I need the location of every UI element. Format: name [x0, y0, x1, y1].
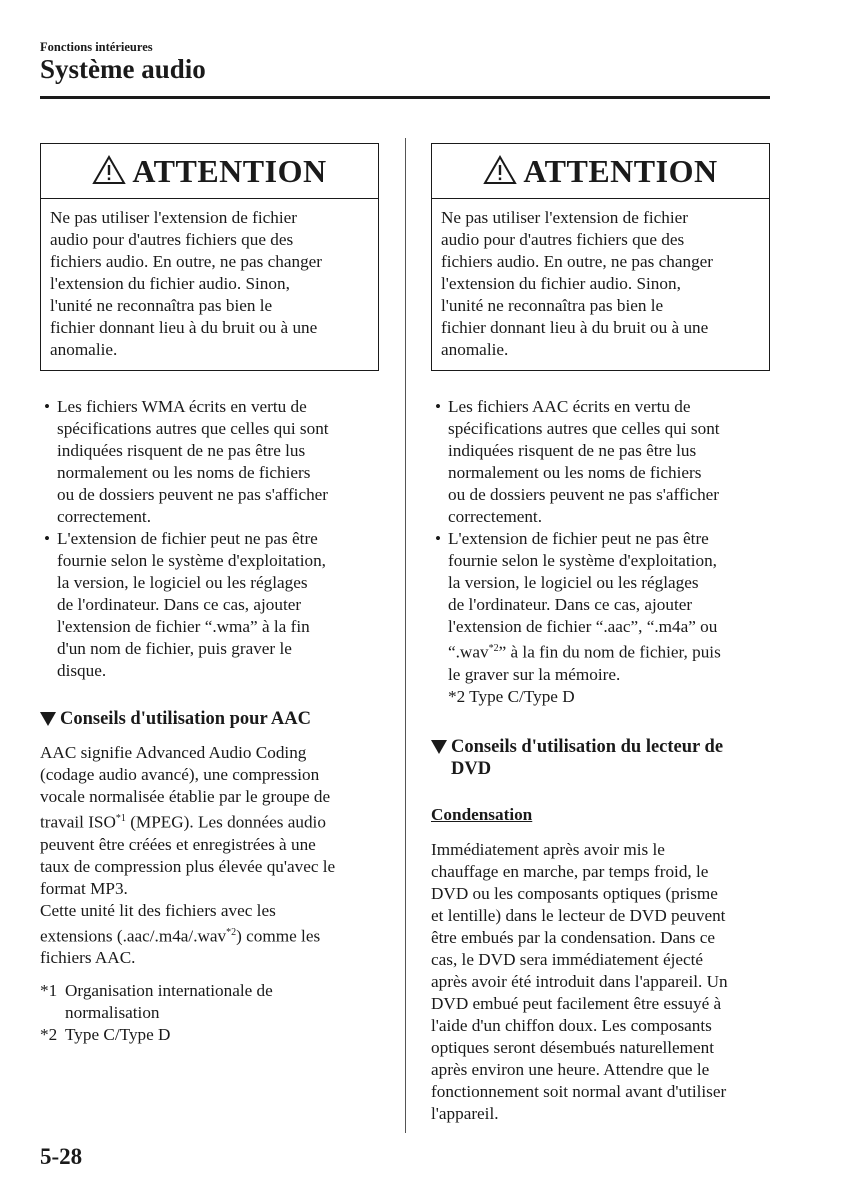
- text-line: format MP3.: [40, 878, 128, 898]
- warning-icon: [483, 155, 517, 185]
- text-line: anomalie.: [50, 340, 118, 359]
- text-line: de l'ordinateur. Dans ce cas, ajouter: [448, 595, 693, 614]
- page-title: Système audio: [40, 54, 206, 84]
- right-column: [431, 143, 773, 1125]
- text-line: [40, 922, 382, 948]
- column-divider: [405, 138, 406, 1133]
- text-span: ” à la fin du nom de fichier, puis: [498, 642, 721, 662]
- text-line: correctement.: [448, 507, 542, 526]
- text-line: correctement.: [57, 507, 151, 526]
- caution-header: [41, 144, 378, 199]
- text-line: fichiers audio. En outre, ne pas changer: [441, 252, 714, 271]
- text-span: extensions (.aac/.m4a/.wav: [40, 926, 227, 946]
- text-line: anomalie.: [441, 340, 509, 359]
- text-line: l'extension du fichier audio. Sinon,: [441, 274, 681, 293]
- text-line: et lentille) dans le lecteur de DVD peuvent: [431, 905, 726, 925]
- text-line: l'unité ne reconnaîtra pas bien le: [441, 296, 664, 315]
- caution-box: [40, 143, 379, 371]
- footnote-ref: *2: [488, 643, 499, 654]
- bullet-item: [40, 396, 382, 528]
- text-line: optiques seront désembués naturellement: [431, 1037, 715, 1057]
- footnote-ref: *1: [115, 813, 126, 824]
- footnote-mark: *1: [40, 981, 58, 1001]
- heading-line: Conseils d'utilisation du lecteur de: [451, 736, 724, 757]
- text-line: Organisation internationale de: [65, 981, 273, 1001]
- text-line: AAC signifie Advanced Audio Coding: [40, 743, 307, 762]
- footnotes: [40, 980, 382, 1046]
- text-line: fonctionnement soit normal avant d'utiliser: [431, 1081, 727, 1101]
- footnote-mark: *2: [40, 1025, 58, 1045]
- text-line: fichier donnant lieu à du bruit ou à une: [441, 318, 709, 337]
- condensation-paragraph: [431, 839, 773, 1125]
- triangle-down-icon: [431, 740, 447, 754]
- aac-heading-text: Conseils d'utilisation pour AAC: [60, 709, 312, 729]
- text-line: la version, le logiciel ou les réglages: [448, 573, 699, 592]
- text-line: audio pour d'autres fichiers que des: [441, 230, 685, 249]
- section-label: Fonctions intérieures: [40, 40, 153, 54]
- text-line: Ne pas utiliser l'extension de fichier: [441, 208, 688, 227]
- text-line: l'extension de fichier “.aac”, “.m4a” ou: [448, 617, 718, 636]
- text-line: spécifications autres que celles qui sont: [57, 419, 329, 438]
- text-line: Les fichiers AAC écrits en vertu de: [448, 397, 691, 416]
- text-line: *2 Type C/Type D: [448, 686, 575, 706]
- text-line: audio pour d'autres fichiers que des: [50, 230, 294, 249]
- left-column: [40, 143, 382, 1046]
- text-line: d'un nom de fichier, puis graver le: [57, 639, 292, 658]
- caution-title: ATTENTION: [132, 152, 327, 189]
- text-line: fichiers AAC.: [40, 948, 136, 968]
- text-line: indiquées risquent de ne pas être lus: [448, 441, 697, 460]
- caution-header: [432, 144, 769, 199]
- text-line: cas, le DVD sera immédiatement éjecté: [431, 949, 704, 969]
- aac-heading: [40, 708, 382, 730]
- text-line: la version, le logiciel ou les réglages: [57, 573, 308, 592]
- footnote-ref: *2: [226, 926, 237, 938]
- text-line: Ne pas utiliser l'extension de fichier: [50, 208, 297, 227]
- text-line: de l'ordinateur. Dans ce cas, ajouter: [57, 595, 302, 614]
- text-line: taux de compression plus élevée qu'avec le: [40, 856, 336, 876]
- text-line: chauffage en marche, par temps froid, le: [431, 861, 709, 881]
- bullet-dot: •: [435, 397, 442, 416]
- text-span: ) comme les: [236, 926, 321, 946]
- bullet-dot: •: [435, 529, 442, 548]
- text-line: DVD ou les composants optiques (prisme: [431, 883, 718, 903]
- text-line: l'extension de fichier “.wma” à la fin: [57, 617, 310, 636]
- caution-title: ATTENTION: [523, 152, 718, 189]
- text-span: (MPEG). Les données audio: [125, 812, 326, 832]
- text-line: indiquées risquent de ne pas être lus: [57, 441, 306, 460]
- text-line: fichier donnant lieu à du bruit ou à une: [50, 318, 318, 337]
- text-line: l'extension du fichier audio. Sinon,: [50, 274, 290, 293]
- bullet-item: [431, 528, 773, 708]
- caution-box: [431, 143, 770, 371]
- text-line: spécifications autres que celles qui sont: [448, 419, 720, 438]
- caution-text: [41, 199, 378, 370]
- text-line: l'appareil.: [431, 1103, 499, 1123]
- text-line: normalisation: [65, 1003, 160, 1023]
- text-line: ou de dossiers peuvent ne pas s'afficher: [448, 485, 720, 504]
- text-line: après environ une heure. Attendre que le: [431, 1059, 710, 1079]
- triangle-down-icon: [40, 712, 56, 726]
- text-line: l'aide d'un chiffon doux. Les composants: [431, 1015, 712, 1035]
- bullet-list: [431, 396, 773, 708]
- bullet-dot: •: [44, 529, 51, 548]
- text-line: fournie selon le système d'exploitation,: [448, 551, 717, 570]
- text-line: ou de dossiers peuvent ne pas s'afficher: [57, 485, 329, 504]
- footnote: [40, 980, 382, 1024]
- text-line: normalement ou les noms de fichiers: [448, 463, 702, 482]
- bullet-dot: •: [44, 397, 51, 416]
- bullet-item: [431, 396, 773, 528]
- text-line: l'unité ne reconnaîtra pas bien le: [50, 296, 273, 315]
- text-line: normalement ou les noms de fichiers: [57, 463, 311, 482]
- text-line: (codage audio avancé), une compression: [40, 765, 320, 784]
- aac-paragraph: [40, 742, 382, 969]
- bullet-item: [40, 528, 382, 682]
- text-line: Type C/Type D: [65, 1025, 171, 1045]
- caution-text: [432, 199, 769, 370]
- text-line: L'extension de fichier peut ne pas être: [57, 529, 318, 548]
- text-line: [40, 808, 382, 834]
- text-line: fichiers audio. En outre, ne pas changer: [50, 252, 323, 271]
- text-line: L'extension de fichier peut ne pas être: [448, 529, 709, 548]
- text-line: [448, 638, 773, 664]
- heading-line: DVD: [451, 758, 492, 779]
- text-line: fournie selon le système d'exploitation,: [57, 551, 326, 570]
- text-line: Cette unité lit des fichiers avec les: [40, 900, 276, 920]
- bullet-list: [40, 396, 382, 682]
- text-line: DVD embué peut facilement être essuyé à: [431, 993, 722, 1013]
- text-line: après avoir été introduit dans l'appareil. Un: [431, 971, 728, 991]
- footnote: [40, 1024, 382, 1046]
- text-line: le graver sur la mémoire.: [448, 664, 621, 684]
- text-line: Les fichiers WMA écrits en vertu de: [57, 397, 307, 416]
- text-line: être embués par la condensation. Dans ce: [431, 927, 715, 947]
- text-line: peuvent être créées et enregistrées à une: [40, 834, 316, 854]
- warning-icon: [92, 155, 126, 185]
- text-line: disque.: [57, 661, 107, 680]
- condensation-heading: Condensation: [431, 804, 533, 824]
- header-rule: [40, 96, 770, 99]
- text-span: “.wav: [448, 642, 489, 662]
- page-number: 5-28: [40, 1144, 83, 1169]
- dvd-heading: [431, 736, 773, 780]
- text-line: vocale normalisée établie par le groupe de: [40, 787, 331, 806]
- text-line: Immédiatement après avoir mis le: [431, 839, 665, 859]
- text-span: travail ISO: [40, 812, 116, 832]
